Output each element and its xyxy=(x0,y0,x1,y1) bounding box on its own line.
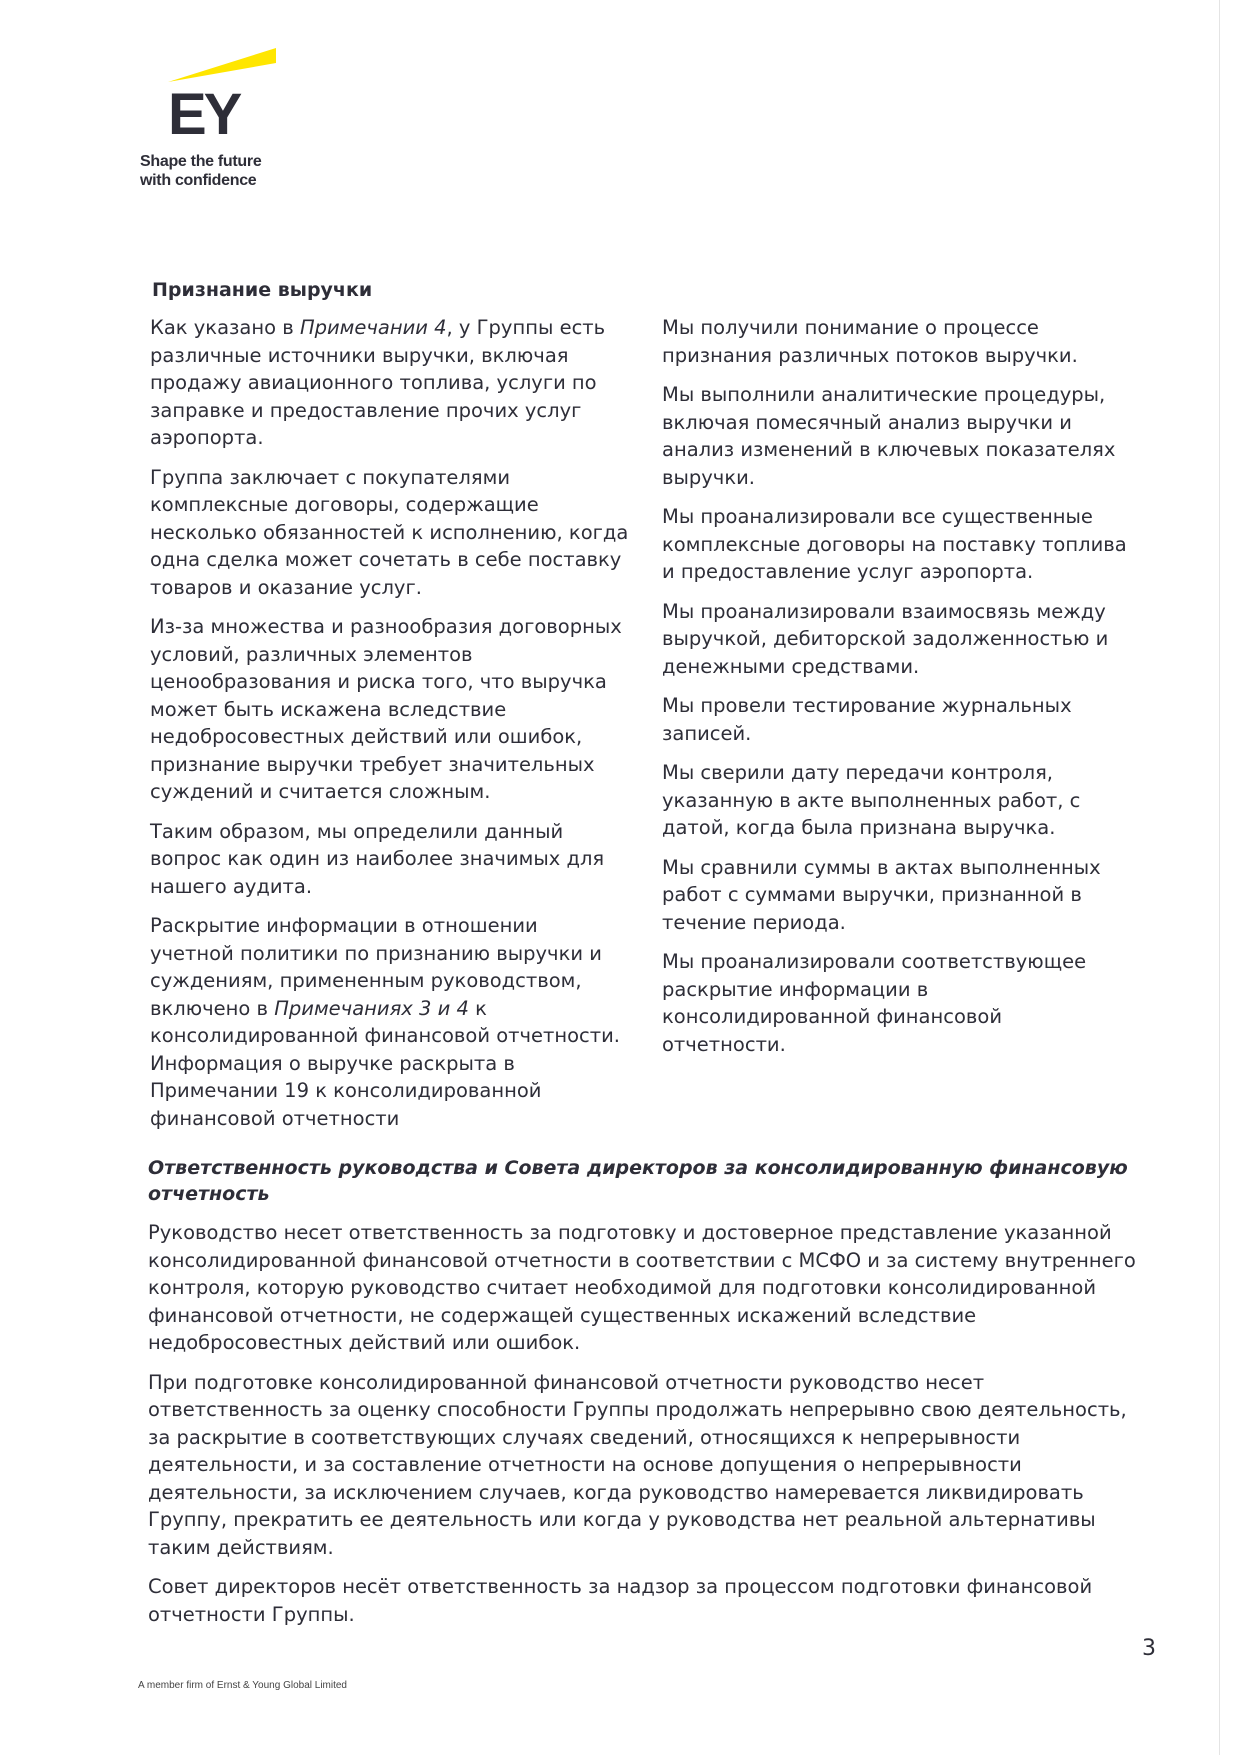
text-fragment: суждениям, примененным руководством, xyxy=(150,969,582,992)
text-line xyxy=(662,948,1162,976)
text-fragment: консолидированной финансовой xyxy=(662,1005,1002,1028)
text-fragment: комплексные договоры на поставку топлива xyxy=(662,532,1127,556)
text-fragment: датой, когда была признана выручка. xyxy=(662,816,1056,839)
text-line xyxy=(150,574,650,602)
page-edge xyxy=(1219,0,1220,1755)
text-line xyxy=(150,696,650,724)
text-fragment: признание выручки требует значительных xyxy=(150,752,595,776)
text-line xyxy=(150,613,650,641)
paragraph xyxy=(150,912,650,1132)
paragraph xyxy=(150,613,650,806)
text-fragment: , у Группы есть xyxy=(446,316,606,339)
text-line xyxy=(150,845,650,873)
responsibility-title-line: Ответственность руководства и Совета директоров за консолидированную финансовую xyxy=(148,1157,1128,1179)
text-line xyxy=(662,909,1162,937)
text-fragment: Раскрытие информации в отношении xyxy=(150,914,538,937)
procedure-paragraph xyxy=(662,314,1162,369)
text-line xyxy=(150,519,650,547)
key-matter-description xyxy=(150,314,650,1144)
text-fragment: консолидированной финансовой отчетности. xyxy=(150,1024,620,1047)
text-fragment: Таким образом, мы определили данный xyxy=(150,819,564,843)
text-line xyxy=(150,314,650,342)
text-line xyxy=(150,1105,650,1133)
tagline xyxy=(140,152,261,190)
paragraph xyxy=(150,464,650,602)
responsibility-title-line: отчетность xyxy=(148,1183,270,1205)
text-fragment: одна сделка может сочетать в себе поставку xyxy=(150,548,622,571)
text-line xyxy=(150,397,650,425)
text-line xyxy=(150,668,650,696)
text-line: контроля, которую руководство считает необходимой для подготовки консолидированной xyxy=(148,1276,1096,1299)
text-fragment: включая помесячный анализ выручки и xyxy=(662,410,1072,434)
text-line xyxy=(150,778,650,806)
text-fragment: товаров и оказание услуг. xyxy=(150,575,422,599)
text-fragment: вопрос как один из наиболее значимых для xyxy=(150,847,605,870)
text-fragment: различные источники выручки, включая xyxy=(150,343,569,367)
text-fragment: выручки. xyxy=(662,465,755,489)
text-line xyxy=(150,751,650,779)
section-title: Признание выручки xyxy=(152,279,373,301)
text-fragment: признания различных потоков выручки. xyxy=(662,343,1078,367)
yellow-beam xyxy=(168,48,276,82)
procedure-paragraph xyxy=(662,759,1162,842)
note-reference: Примечании 4 xyxy=(299,316,447,339)
tagline-line-2: with confidence xyxy=(140,172,257,189)
text-line: ответственность за оценку способности Группы продолжать непрерывно свою деятельность, xyxy=(148,1398,1127,1421)
text-line xyxy=(662,692,1162,720)
text-line xyxy=(662,342,1162,370)
text-fragment: Мы проанализировали соответствующее xyxy=(662,950,1087,973)
text-line xyxy=(662,409,1162,437)
text-line xyxy=(150,342,650,370)
text-fragment: Как указано в xyxy=(150,316,300,339)
text-line: Совет директоров несёт ответственность за надзор за процессом подготовки финансовой xyxy=(148,1575,1093,1598)
procedure-paragraph xyxy=(662,948,1162,1058)
text-fragment: несколько обязанностей к исполнению, когда xyxy=(150,520,629,544)
logo-mark: EY xyxy=(168,82,240,147)
text-fragment: может быть искажена вследствие xyxy=(150,697,507,721)
text-fragment: Мы проанализировали взаимосвязь между xyxy=(662,599,1106,623)
text-line: за раскрытие в соответствующих случаях сведений, относящихся к непрерывности xyxy=(148,1425,1021,1449)
text-fragment: раскрытие информации в xyxy=(662,977,929,1001)
text-line xyxy=(662,787,1162,815)
text-line: консолидированной финансовой отчетности в соответствии с МСФО и за систему внутреннего xyxy=(148,1248,1136,1272)
text-fragment: Группа заключает с покупателями xyxy=(150,465,511,489)
text-fragment: комплексные договоры, содержащие xyxy=(150,493,539,516)
text-line xyxy=(662,558,1162,586)
text-line xyxy=(150,723,650,751)
text-fragment: включено в xyxy=(150,996,275,1020)
text-line xyxy=(150,1022,650,1050)
responsibility-title xyxy=(148,1155,1158,1207)
text-line xyxy=(150,1050,650,1078)
responsibility-paragraph xyxy=(148,1369,1158,1562)
responsibility-paragraph xyxy=(148,1573,1158,1628)
text-fragment: анализ изменений в ключевых показателях xyxy=(662,438,1116,461)
procedure-paragraph xyxy=(662,381,1162,491)
text-fragment: Примечании 19 к консолидированной xyxy=(150,1079,542,1102)
text-line xyxy=(662,881,1162,909)
text-fragment: Мы проанализировали все существенные xyxy=(662,505,1093,528)
text-fragment: заправке и предоставление прочих услуг xyxy=(150,398,582,422)
text-line xyxy=(150,818,650,846)
text-fragment: недобросовестных действий или ошибок, xyxy=(150,725,583,748)
procedure-paragraph xyxy=(662,692,1162,747)
text-fragment: Из-за множества и разнообразия договорных xyxy=(150,615,622,638)
text-fragment: работ с суммами выручки, признанной в xyxy=(662,883,1082,906)
text-line xyxy=(662,976,1162,1004)
text-line xyxy=(662,598,1162,626)
text-line xyxy=(662,854,1162,882)
text-line xyxy=(150,995,650,1023)
text-line xyxy=(662,1031,1162,1059)
text-fragment: указанную в акте выполненных работ, с xyxy=(662,788,1081,812)
text-line xyxy=(150,967,650,995)
text-fragment: денежными средствами. xyxy=(662,654,920,678)
ey-logo xyxy=(140,48,280,198)
text-fragment: Мы получили понимание о процессе xyxy=(662,316,1039,339)
responsibility-paragraph xyxy=(148,1219,1158,1357)
text-line xyxy=(150,491,650,519)
procedure-paragraph xyxy=(662,854,1162,937)
text-line: таким действиям. xyxy=(148,1535,334,1559)
text-fragment: Мы сравнили суммы в актах выполненных xyxy=(662,855,1101,879)
text-line xyxy=(150,464,650,492)
text-line xyxy=(150,424,650,452)
text-fragment: ценообразования и риска того, что выручка xyxy=(150,670,607,693)
text-fragment: выручкой, дебиторской задолженностью и xyxy=(662,627,1109,650)
text-fragment: Мы провели тестирование журнальных xyxy=(662,694,1072,717)
text-line: недобросовестных действий или ошибок. xyxy=(148,1331,581,1354)
text-line: деятельности, и за составление отчетности на основе допущения о непрерывности xyxy=(148,1453,1022,1476)
text-line xyxy=(662,464,1162,492)
text-line xyxy=(662,503,1162,531)
text-line xyxy=(150,369,650,397)
text-fragment: учетной политики по признанию выручки и xyxy=(150,941,602,965)
text-line xyxy=(662,625,1162,653)
text-fragment: Мы выполнили аналитические процедуры, xyxy=(662,383,1106,406)
text-fragment: продажу авиационного топлива, услуги по xyxy=(150,371,597,394)
yellow-beam-icon xyxy=(168,48,276,82)
text-line: отчетности Группы. xyxy=(148,1602,355,1626)
procedure-paragraph xyxy=(662,598,1162,681)
note-reference: Примечаниях 3 и 4 xyxy=(274,996,469,1020)
text-line xyxy=(150,940,650,968)
text-line: финансовой отчетности, не содержащей существенных искажений вследствие xyxy=(148,1303,977,1327)
text-line xyxy=(150,546,650,574)
text-line xyxy=(662,381,1162,409)
text-line xyxy=(662,720,1162,748)
text-fragment: условий, различных элементов xyxy=(150,642,473,666)
text-line xyxy=(150,641,650,669)
text-line xyxy=(662,314,1162,342)
tagline-line-1: Shape the future xyxy=(140,153,262,170)
text-fragment: течение периода. xyxy=(662,910,846,934)
text-line: При подготовке консолидированной финансовой отчетности руководство несет xyxy=(148,1370,985,1394)
audit-procedures xyxy=(662,314,1162,1070)
text-line xyxy=(662,653,1162,681)
text-fragment: финансовой отчетности xyxy=(150,1106,400,1130)
text-line xyxy=(662,814,1162,842)
text-fragment: к xyxy=(468,996,487,1020)
text-fragment: нашего аудита. xyxy=(150,874,313,898)
paragraph xyxy=(150,314,650,452)
footer-note: A member firm of Ernst & Young Global Limited xyxy=(138,1680,347,1691)
text-line: Руководство несет ответственность за подготовку и достоверное представление указанной xyxy=(148,1221,1112,1244)
page-number: 3 xyxy=(1142,1636,1156,1661)
paragraph xyxy=(150,818,650,901)
text-line xyxy=(662,436,1162,464)
text-line xyxy=(150,912,650,940)
text-line: деятельности, за исключением случаев, когда руководство намеревается ликвидировать xyxy=(148,1480,1084,1504)
responsibility-body xyxy=(148,1219,1158,1628)
text-line xyxy=(662,759,1162,787)
procedure-paragraph xyxy=(662,503,1162,586)
text-line: Группу, прекратить ее деятельность или когда у руководства нет реальной альтернативы xyxy=(148,1508,1096,1531)
text-line xyxy=(150,1077,650,1105)
text-line xyxy=(150,873,650,901)
text-fragment: аэропорта. xyxy=(150,426,264,449)
text-fragment: суждений и считается сложным. xyxy=(150,780,491,803)
text-line xyxy=(662,531,1162,559)
text-fragment: Информация о выручке раскрыта в xyxy=(150,1051,515,1075)
text-fragment: отчетности. xyxy=(662,1032,786,1056)
text-fragment: и предоставление услуг аэропорта. xyxy=(662,560,1034,583)
responsibility-section xyxy=(148,1155,1158,1640)
text-fragment: записей. xyxy=(662,721,752,745)
text-fragment: Мы сверили дату передачи контроля, xyxy=(662,761,1054,784)
text-line xyxy=(662,1003,1162,1031)
